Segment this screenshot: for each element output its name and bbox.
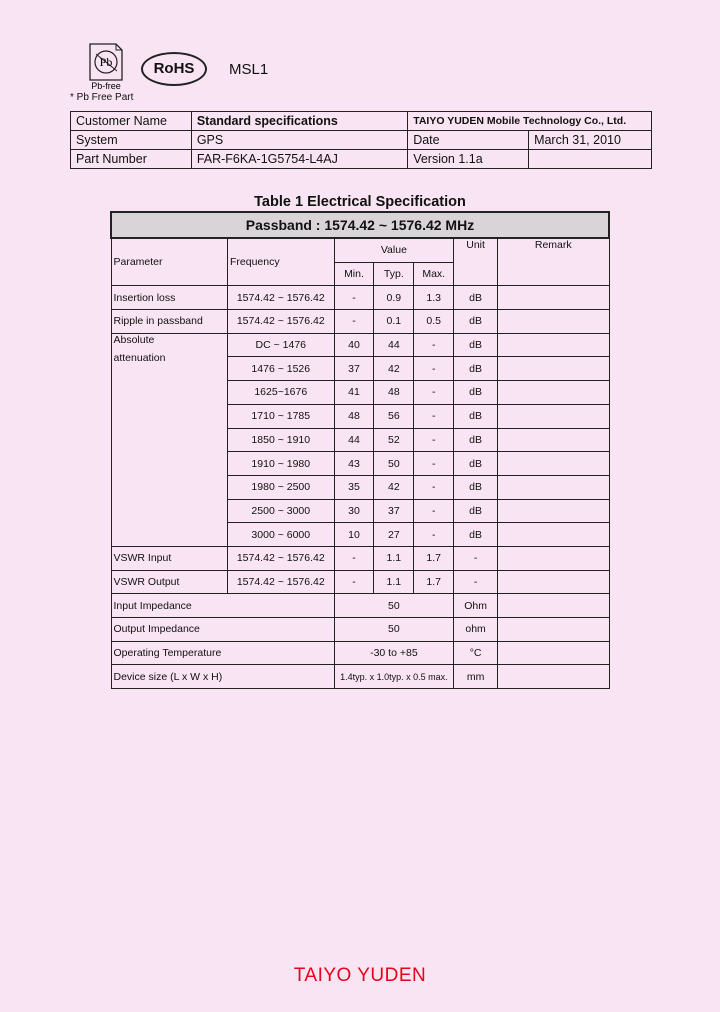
row-remark [498,452,609,476]
row-max: 1.7 [414,546,454,570]
row-typ: 42 [374,475,414,499]
row-parameter: Output Impedance [111,618,334,642]
row-frequency: 1980 ~ 2500 [227,475,334,499]
row-max: - [414,333,454,357]
row-unit: dB [454,333,498,357]
row-max: 1.3 [414,286,454,310]
row-remark [498,546,609,570]
row-remark [498,594,609,618]
row-unit: dB [454,523,498,547]
row-min: - [334,546,374,570]
table-row [111,546,609,570]
customer-label: Customer Name [71,112,192,131]
row-max: - [414,499,454,523]
table-row [111,333,609,357]
row-unit: °C [454,641,498,665]
row-remark [498,286,609,310]
row-typ: 52 [374,428,414,452]
table-row [111,665,609,689]
attenuation-label-line1: Absolute [113,333,155,346]
row-remark [498,381,609,405]
electrical-spec-table [110,211,610,689]
row-remark [498,665,609,689]
row-max: 1.7 [414,570,454,594]
row-typ: 1.1 [374,546,414,570]
row-max: 0.5 [414,310,454,334]
msl-label: MSL1 [229,61,269,78]
row-value: 50 [334,594,454,618]
row-frequency: 1574.42 ~ 1576.42 [227,310,334,334]
row-min: 37 [334,357,374,381]
row-parameter: VSWR Output [111,570,227,594]
row-unit: dB [454,499,498,523]
row-value: -30 to +85 [334,641,454,665]
pb-note: * Pb Free Part [70,92,134,103]
row-remark [498,523,609,547]
table-row [111,570,609,594]
row-max: - [414,357,454,381]
customer-value: Standard specifications [191,112,407,131]
row-unit: dB [454,381,498,405]
row-min: 30 [334,499,374,523]
row-value: 50 [334,618,454,642]
col-value: Value [334,238,454,262]
table-title: Table 1 Electrical Specification [254,194,466,210]
row-max: - [414,404,454,428]
row-unit: dB [454,475,498,499]
row-frequency: 1710 ~ 1785 [227,404,334,428]
row-max: - [414,523,454,547]
col-min: Min. [334,262,374,286]
row-unit: mm [454,665,498,689]
row-frequency: 1574.42 ~ 1576.42 [227,546,334,570]
table-row [111,310,609,334]
svg-text:Pb-free: Pb-free [91,81,121,91]
row-parameter: Input Impedance [111,594,334,618]
header-table [70,111,652,169]
part-label: Part Number [71,150,192,169]
row-min: - [334,286,374,310]
row-min: - [334,570,374,594]
row-frequency: 3000 ~ 6000 [227,523,334,547]
footer-brand: TAIYO YUDEN [293,965,427,986]
row-typ: 0.1 [374,310,414,334]
row-unit: - [454,546,498,570]
row-remark [498,428,609,452]
row-parameter: Operating Temperature [111,641,334,665]
version-label: Version 1.1a [408,150,529,169]
system-label: System [71,131,192,150]
table-row [111,618,609,642]
col-unit: Unit [454,238,498,286]
table-row [111,641,609,665]
row-max: - [414,475,454,499]
date-value: March 31, 2010 [529,131,652,150]
row-frequency: 1850 ~ 1910 [227,428,334,452]
row-min: 44 [334,428,374,452]
row-typ: 44 [374,333,414,357]
row-frequency: 1625~1676 [227,381,334,405]
table-row [111,594,609,618]
row-typ: 50 [374,452,414,476]
rohs-logo: RoHS [141,52,207,86]
row-remark [498,310,609,334]
row-typ: 56 [374,404,414,428]
row-typ: 0.9 [374,286,414,310]
row-min: 43 [334,452,374,476]
row-unit: dB [454,428,498,452]
attenuation-label [111,333,227,546]
row-unit: dB [454,452,498,476]
row-typ: 48 [374,381,414,405]
empty-cell [529,150,652,169]
row-typ: 27 [374,523,414,547]
row-typ: 37 [374,499,414,523]
col-remark: Remark [498,238,609,286]
row-unit: dB [454,286,498,310]
row-min: 40 [334,333,374,357]
row-value: 1.4typ. x 1.0typ. x 0.5 max. [334,665,454,689]
row-frequency: 1574.42 ~ 1576.42 [227,570,334,594]
row-frequency: 1476 ~ 1526 [227,357,334,381]
row-remark [498,475,609,499]
row-remark [498,570,609,594]
table-row [111,286,609,310]
row-min: 41 [334,381,374,405]
system-value: GPS [191,131,407,150]
row-min: 10 [334,523,374,547]
pb-free-logo [86,40,126,92]
row-max: - [414,428,454,452]
row-min: 35 [334,475,374,499]
row-min: 48 [334,404,374,428]
row-remark [498,333,609,357]
row-frequency: DC ~ 1476 [227,333,334,357]
row-parameter: Ripple in passband [111,310,227,334]
row-unit: Ohm [454,594,498,618]
row-unit: dB [454,310,498,334]
row-frequency: 1910 ~ 1980 [227,452,334,476]
row-min: - [334,310,374,334]
company-name: TAIYO YUDEN Mobile Technology Co., Ltd. [408,112,652,131]
row-typ: 1.1 [374,570,414,594]
row-max: - [414,452,454,476]
row-remark [498,499,609,523]
col-max: Max. [414,262,454,286]
row-frequency: 2500 ~ 3000 [227,499,334,523]
row-parameter: Device size (L x W x H) [111,665,334,689]
date-label: Date [408,131,529,150]
row-unit: dB [454,404,498,428]
part-value: FAR-F6KA-1G5754-L4AJ [191,150,407,169]
row-max: - [414,381,454,405]
row-typ: 42 [374,357,414,381]
row-remark [498,404,609,428]
row-parameter: Insertion loss [111,286,227,310]
row-remark [498,357,609,381]
row-parameter: VSWR Input [111,546,227,570]
row-unit: ohm [454,618,498,642]
col-typ: Typ. [374,262,414,286]
col-frequency: Frequency [227,238,334,286]
row-unit: - [454,570,498,594]
attenuation-label-line2: attenuation [113,351,166,364]
row-unit: dB [454,357,498,381]
svg-text:Pb: Pb [99,55,113,69]
row-frequency: 1574.42 ~ 1576.42 [227,286,334,310]
passband-header: Passband : 1574.42 ~ 1576.42 MHz [111,212,609,238]
row-remark [498,641,609,665]
row-remark [498,618,609,642]
col-parameter: Parameter [111,238,227,286]
